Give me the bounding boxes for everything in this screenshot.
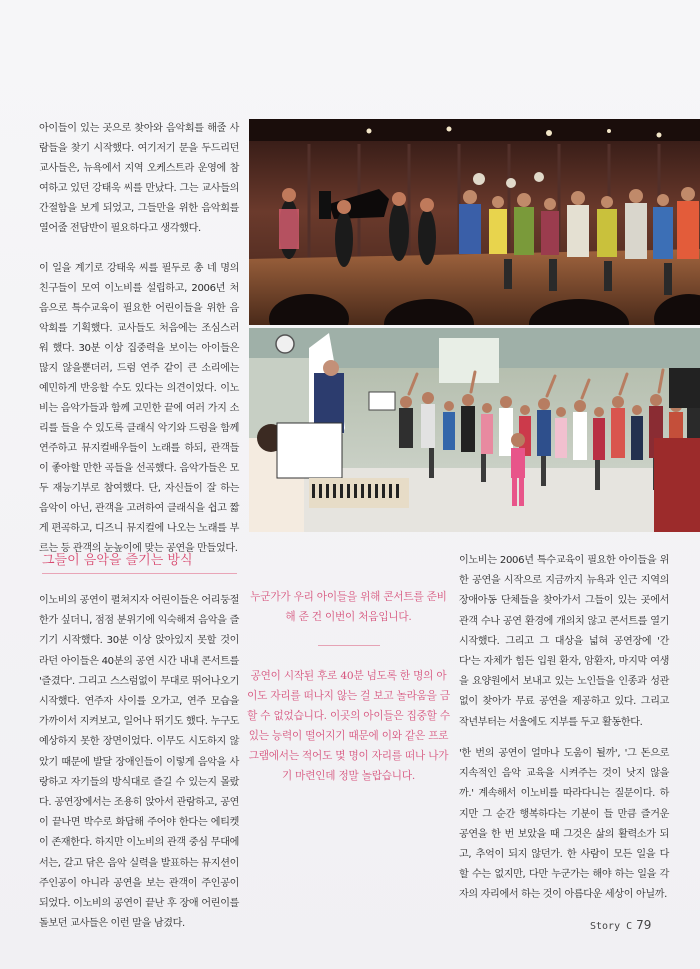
children-dancing-photo [249, 328, 700, 532]
concert-stage-photo [249, 119, 700, 325]
magazine-name: Story C [590, 921, 633, 932]
pull-quote-2: 공연이 시작된 후로 40분 넘도록 한 명의 아이도 자리를 떠나지 않는 걸 보고 놀라움을 금할 수 없었습니다. 이곳의 아이들은 집중할 수 있는 능력이 떨어지기 때문에 이와 같은 프로그램에서는 적어도 몇 명이 자리를 떠나 나가기 마련인데 정말 놀랍습니다. [247, 670, 450, 782]
page-footer [590, 918, 651, 932]
concert-stage-illustration [249, 119, 700, 325]
pull-quote-divider [318, 645, 380, 646]
article-paragraph-5: '한 번의 공연이 얼마나 도움이 될까', '그 돈으로 지속적인 음악 교육을 시켜주는 것이 낫지 않을까.' 계속해서 이노비를 따라다니는 질문이다. 하지만 그 순간 행복하다는 기분이 들 만큼 즐거운 공연을 한 번 보았을 때 그것은 삶의 활력소가 되고, 추억이 되지 않던가. 한 사람이 모든 일을 다 할 수는 없지만, 다만 누군가는 해야 하는 일을 각자의 자리에서 하는 것이 아름다운 세상이 아닐까. [459, 748, 669, 901]
section-title: 그들이 음악을 즐기는 방식 [42, 553, 193, 568]
article-paragraph-1: 아이들이 있는 곳으로 찾아와 음악회를 해줄 사람들을 찾기 시작했다. 여기저기 문을 두드리던 교사들은, 뉴욕에서 지역 오케스트라 운영에 참여하고 있던 강태욱 씨를 만났다. 그는 교사들의 간절함을 보게 되었고, 그들만을 위한 음악회를 열어줄 전담반이 필요하다고 생각했다. [39, 123, 239, 234]
article-paragraph-2: 이 일을 계기로 강태욱 씨를 필두로 총 네 명의 친구들이 모여 이노비를 설립하고, 2006년 처음으로 특수교육이 필요한 어린이들을 위한 음악회를 기획했다. 교사들도 처음에는 조심스러워 했다. 30분 이상 집중력을 보이는 아이들은 많지 않을뿐더러, 드럼 연주 같이 큰 소리에는 예민하게 반응할 수도 있다는 의견이었다. 이노비는 음악가들과 함께 고민한 끝에 여러 가지 소리를 들을 수 있도록 클래식 악기와 드럼을 함께 연주하고 뮤지컬배우들이 노래를 하되, 관객들이 좋아할 만한 곡들을 선곡했다. 음악가들은 모두 재능기부로 참여했다. 단, 자신들이 잘 하는 음악이 아닌, 관객을 고려하여 클래식을 쉽고 짧게 편곡하고, 디즈니 뮤지컬에 나오는 노래를 부르는 등 관객의 눈높이에 맞는 공연을 만들었다. [39, 263, 239, 554]
section-title-underline [42, 573, 237, 574]
pull-quote-column [246, 587, 451, 786]
article-paragraph-3: 이노비의 공연이 펼쳐지자 어린이들은 어리둥절한가 싶더니, 점점 분위기에 익숙해져 음악을 즐기기 시작했다. 30분 이상 앉아있지 못할 것이라던 아이들은 40분의 공연 시간 내내 콘서트를 '즐겼다'. 그리고 스스럼없이 무대로 뛰어나오기 시작했다. 연주자 사이를 오가고, 연주 모습을 가까이서 지켜보고, 일어나 뛰기도 했다. 누구도 예상하지 못한 장면이었다. 이무도 시도하지 않았기 때문에 발달 장애인들이 이렇게 음악을 사랑하고 자기들의 방식대로 즐길 수 있는지 몰랐다. 공연장에서는 조용히 앉아서 관람하고, 공연이 끝나면 박수로 화답해 주어야 한다는 에티켓이 존재한다. 하지만 이노비의 관객 중심 무대에서는, 갈고 닦은 음악 실력을 발표하는 뮤지션이 주인공이 아니라 공연을 보는 관객이 주인공이 되었다. 이노비의 공연이 끝난 후 장애 어린이를 돌보던 교사들은 이런 말을 남겼다. [39, 595, 239, 930]
page-number: 79 [636, 918, 652, 932]
children-dancing-illustration [249, 328, 700, 532]
article-paragraph-4: 이노비는 2006년 특수교육이 필요한 아이들을 위한 공연을 시작으로 지금까지 뉴욕과 인근 지역의 장애아동 단체들을 찾아가서 그들이 있는 곳에서 관객 수나 공연 환경에 개의치 않고 콘서트를 열기 시작했다. 그리고 그 대상을 넓혀 공연장에 '간다'는 자체가 힘든 입원 환자, 암환자, 마지막 여생을 요양원에서 보내고 있는 노인들을 인종과 성관없이 찾아가 무료 공연을 제공하고 있다. 그리고 작년부터는 서울에도 지부를 두고 활동한다. [459, 555, 669, 728]
pull-quote-1: 누군가가 우리 아이들을 위해 콘서트를 준비해 준 건 이번이 처음입니다. [250, 591, 447, 623]
faint-background-heading [215, 40, 515, 110]
